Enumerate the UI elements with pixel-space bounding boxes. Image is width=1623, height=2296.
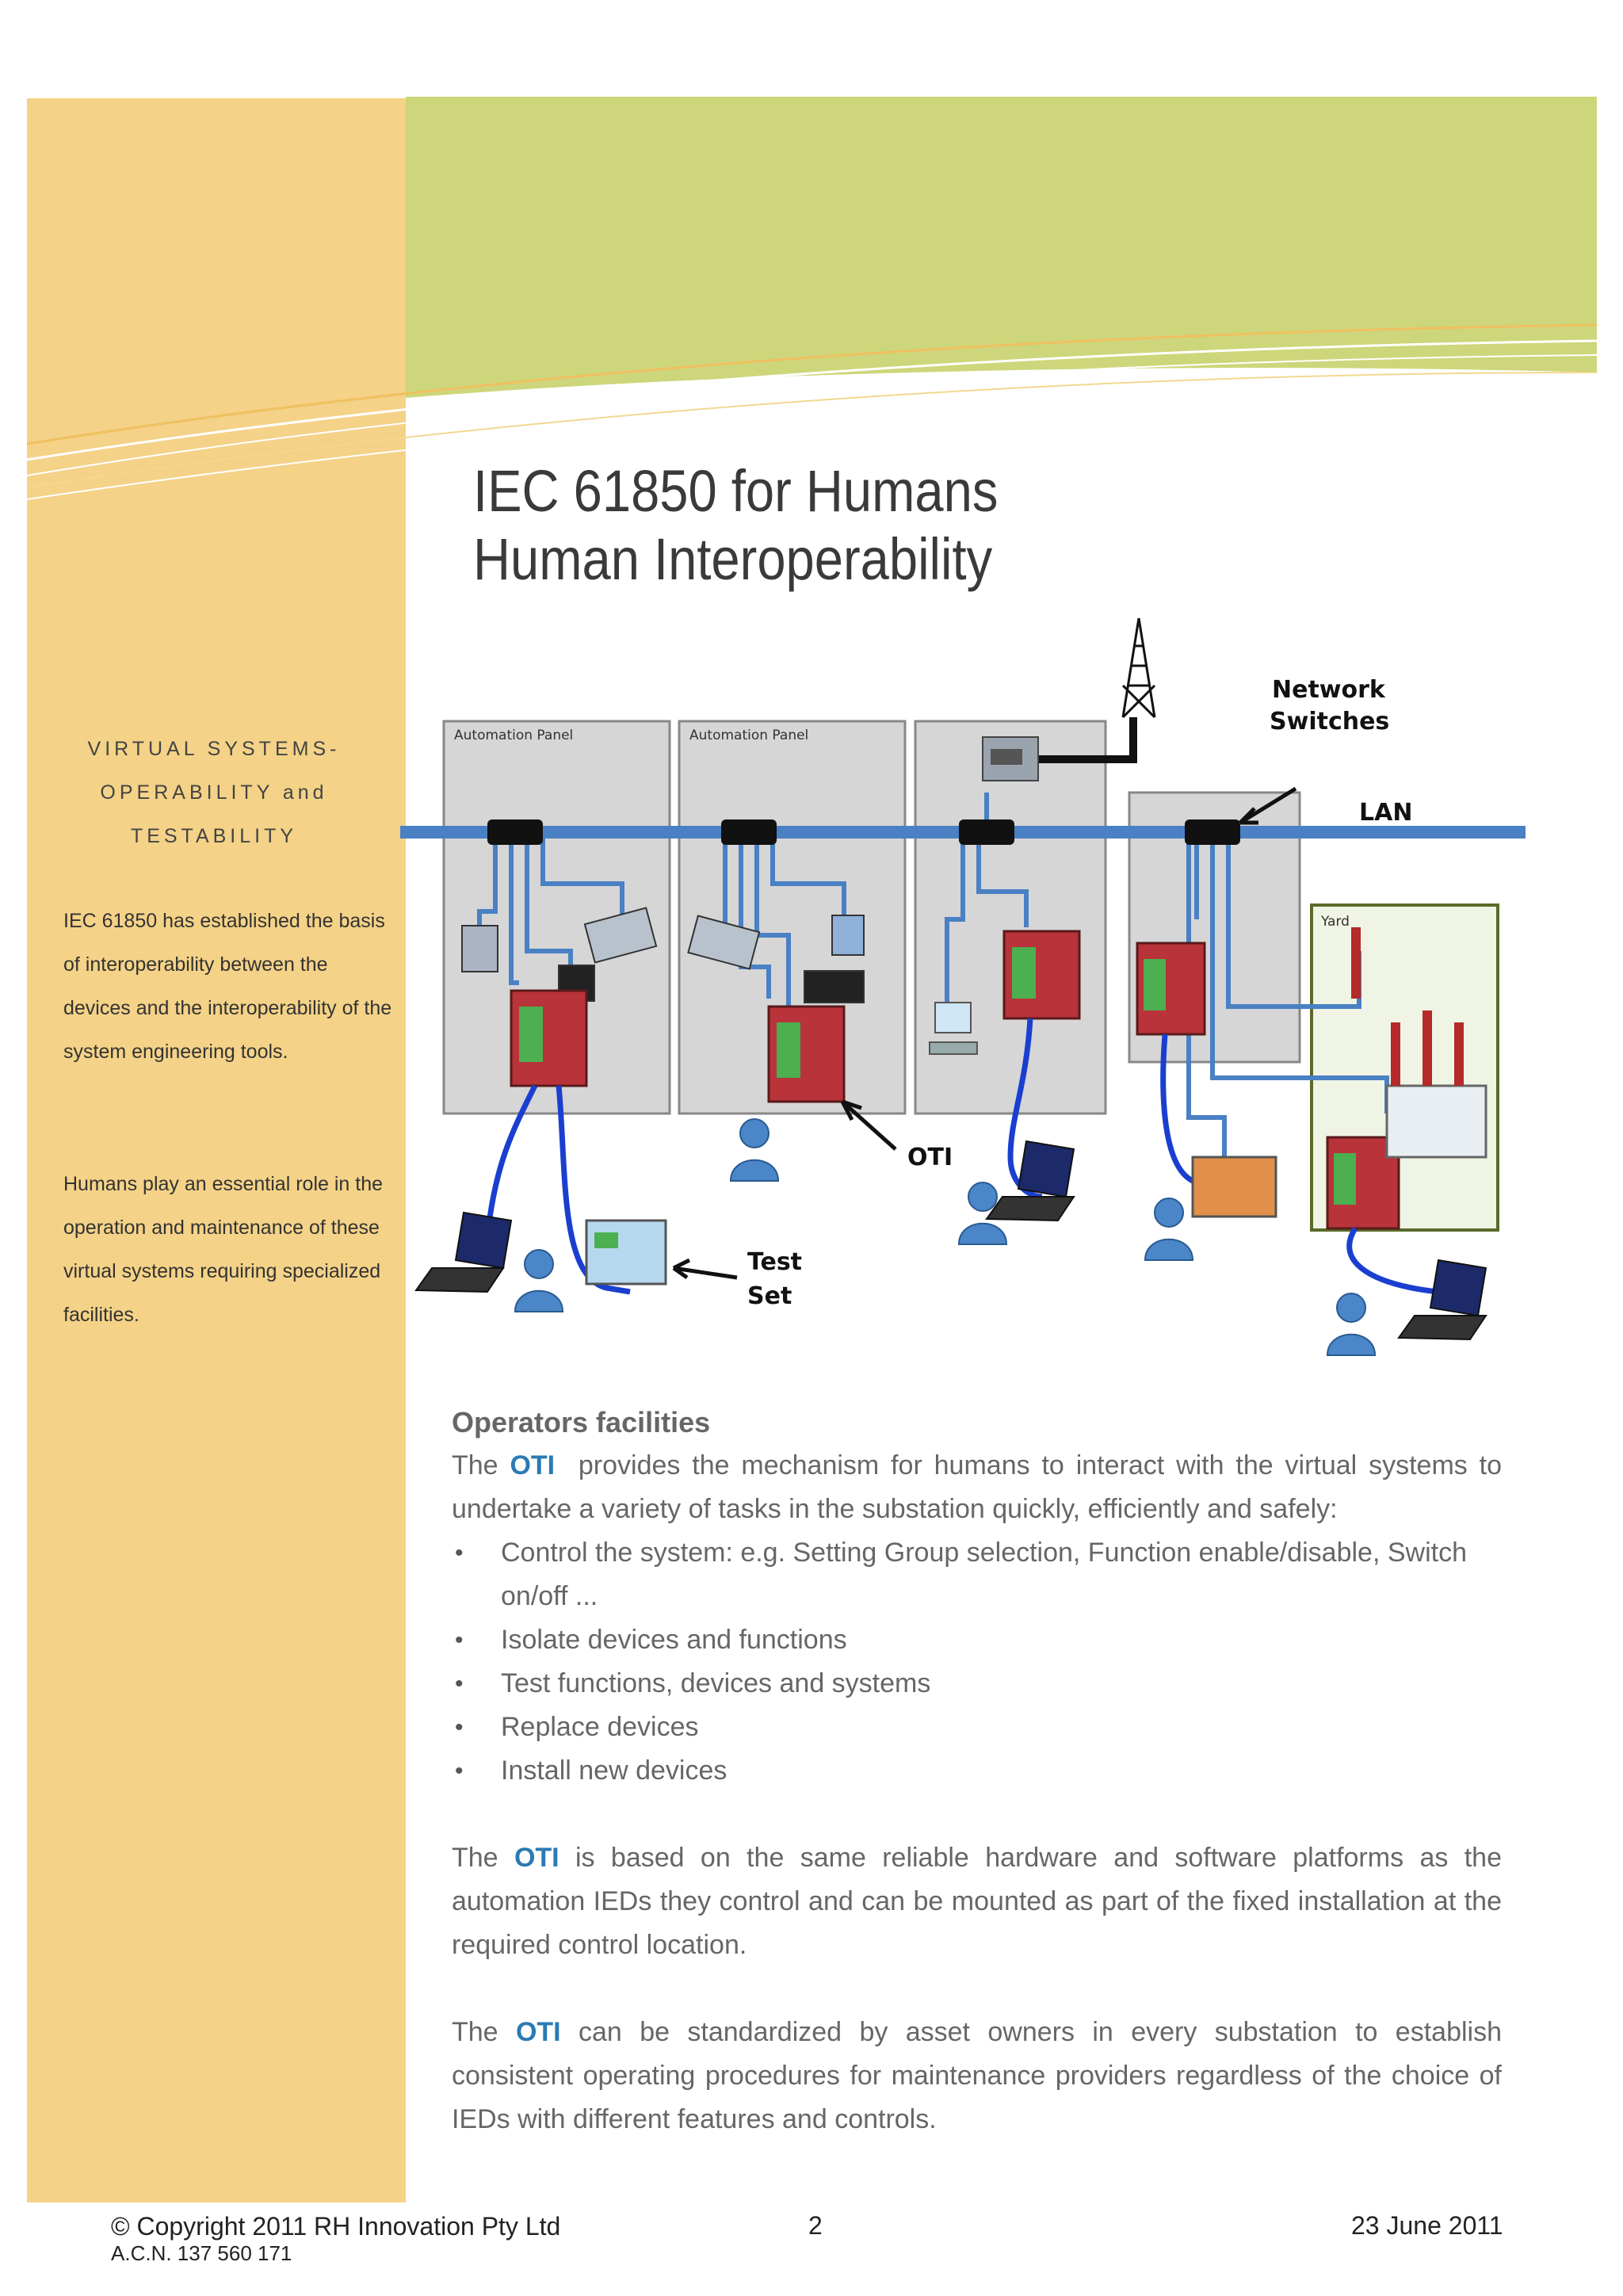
person-icon-1 (515, 1250, 563, 1312)
person-icon-5 (1327, 1293, 1375, 1355)
antenna-tower-icon (1123, 618, 1155, 717)
oti-highlight: OTI (515, 2017, 561, 2047)
footer-date: 23 June 2011 (1351, 2211, 1503, 2240)
lan-label: LAN (1359, 799, 1413, 827)
person-icon-4 (1145, 1198, 1193, 1260)
paragraph-2: The OTI is based on the same reliable hardware and software platforms as the automation IEDs they control and can be mounted as part of the fixed installation at the required control location. (452, 1843, 1502, 1960)
paragraph-3: The OTI can be standardized by asset owners in every substation to establish consistent operating procedures for maintenance providers regardless of the choice of IEDs with different features and controls. (452, 2017, 1502, 2134)
title-line-1: IEC 61850 for Humans (473, 458, 999, 524)
small-ied-6 (804, 971, 864, 1003)
laptop-icon-3 (1399, 1260, 1486, 1339)
small-ied-5 (832, 915, 864, 955)
list-item: • Control the system: e.g. Setting Group selection, Function enable/disable, Switch on/off ... (452, 1531, 1502, 1618)
test-set-icon (586, 1221, 666, 1284)
list-item: • Test functions, devices and systems (452, 1662, 1502, 1706)
laptop-icon-2 (987, 1141, 1074, 1221)
test-set-yard-icon (1193, 1157, 1276, 1217)
page-number: 2 (808, 2211, 823, 2240)
network-switches-label-1: Network (1272, 676, 1385, 704)
small-ied-1 (462, 926, 498, 972)
test-set-label-2: Set (747, 1282, 792, 1310)
network-switch-2 (721, 819, 777, 845)
section-heading: Operators facilities (452, 1406, 711, 1438)
title-line-2: Human Interoperability (473, 526, 993, 592)
gateway-device-icon (983, 737, 1038, 781)
yard-label: Yard (1321, 914, 1350, 930)
acn-text: A.C.N. 137 560 171 (111, 2241, 292, 2265)
page-title (473, 457, 1310, 594)
footer-copyright-block (111, 2211, 560, 2265)
person-icon-2 (731, 1119, 778, 1181)
paragraph-1: The OTI provides the mechanism for humans to interact with the virtual systems to undertake a variety of tasks in the substation quickly, efficiently and safely: (452, 1450, 1510, 1524)
oti-highlight: OTI (510, 1450, 556, 1480)
laptop-icon-1 (416, 1213, 511, 1292)
list-item: • Replace devices (452, 1706, 1502, 1749)
sidebar-paragraph-2: Humans play an essential role in the operation and maintenance of these virtual systems requiring specialized facilities. (63, 1173, 384, 1326)
yard-insulator (1351, 927, 1361, 999)
list-item: • Isolate devices and functions (452, 1618, 1502, 1662)
panel-label-1: Automation Panel (454, 728, 574, 743)
sidebar-paragraph-1: IEC 61850 has established the basis of interoperability between the devices and the interoperability of the system engineering tools. (63, 910, 392, 1063)
oti-highlight: OTI (514, 1843, 559, 1873)
oti-label: OTI (907, 1144, 953, 1171)
sidebar-heading: VIRTUAL SYSTEMS-OPERABILITY and TESTABILITY (87, 738, 341, 847)
network-switches-label-2: Switches (1270, 708, 1390, 735)
substation-network-diagram (400, 610, 1526, 1363)
panel-label-2: Automation Panel (689, 728, 809, 743)
test-set-label-1: Test (747, 1248, 803, 1276)
network-switch-4 (1185, 819, 1240, 845)
computer-terminal-icon (930, 1003, 977, 1054)
facilities-list (452, 1531, 1502, 1793)
list-item: • Install new devices (452, 1749, 1502, 1793)
network-switch-1 (487, 819, 543, 845)
main-content (452, 1400, 1510, 2141)
network-switch-3 (959, 819, 1014, 845)
copyright-text: © Copyright 2011 RH Innovation Pty Ltd (111, 2212, 561, 2241)
